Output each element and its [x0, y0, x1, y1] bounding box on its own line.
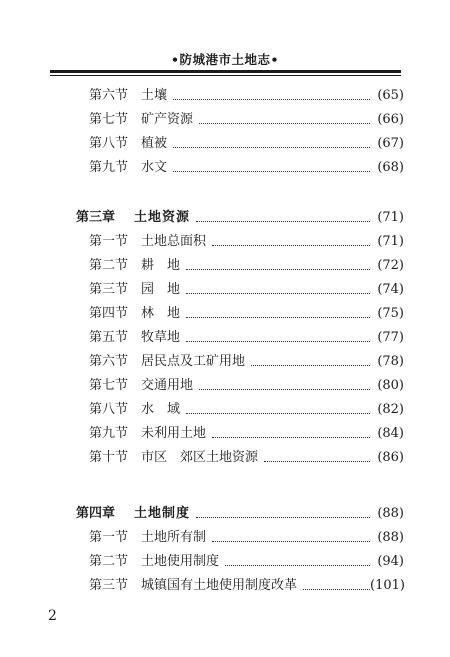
toc-entry-title: 耕 地	[141, 258, 181, 273]
toc-page-number: (66)	[377, 112, 404, 127]
dot-leader	[225, 565, 370, 566]
dot-leader	[196, 221, 370, 222]
toc-entry[interactable]	[0, 280, 450, 300]
toc-section-label: 第九节	[89, 160, 129, 175]
toc-entry[interactable]	[0, 328, 450, 348]
toc-section-label: 第八节	[89, 402, 129, 417]
toc-chapter-title: 土地资源	[134, 210, 191, 225]
toc-entry[interactable]	[0, 256, 450, 276]
toc-chapter-entry[interactable]	[0, 208, 450, 228]
toc-entry-title: 土地使用制度	[141, 554, 220, 569]
toc-page-number: (80)	[377, 378, 404, 393]
toc-entry[interactable]	[0, 304, 450, 324]
toc-page-number: (71)	[377, 234, 404, 249]
toc-page-number: (71)	[377, 210, 404, 225]
toc-entry-title: 未利用土地	[141, 426, 207, 441]
dot-leader	[212, 541, 370, 542]
dot-leader	[186, 269, 370, 270]
toc-section-label: 第五节	[89, 330, 129, 345]
toc-entry-title: 植被	[141, 136, 168, 151]
toc-entry-title: 土地所有制	[141, 530, 207, 545]
dot-leader	[186, 413, 370, 414]
toc-entry[interactable]	[0, 424, 450, 444]
toc-entry[interactable]	[0, 400, 450, 420]
toc-page-number: (94)	[377, 554, 404, 569]
toc-entry-title: 矿产资源	[141, 112, 194, 127]
toc-entry[interactable]	[0, 552, 450, 572]
toc-entry-title: 市区 郊区土地资源	[141, 450, 259, 465]
toc-page-number: (78)	[377, 354, 404, 369]
toc-entry-title: 土壤	[141, 88, 168, 103]
toc-section-label: 第三节	[89, 578, 129, 593]
toc-entry[interactable]	[0, 158, 450, 178]
toc-section-label: 第四节	[89, 306, 129, 321]
toc-section-label: 第二节	[89, 258, 129, 273]
toc-entry[interactable]	[0, 232, 450, 252]
toc-section-label: 第六节	[89, 88, 129, 103]
toc-page-number: (88)	[377, 530, 404, 545]
toc-section-label: 第二节	[89, 554, 129, 569]
dot-leader	[199, 123, 370, 124]
dot-leader	[212, 437, 370, 438]
header-rule-thin	[50, 75, 401, 76]
toc-entry-title: 林 地	[141, 306, 181, 321]
toc-entry-title: 土地总面积	[141, 234, 207, 249]
toc-page-number: (75)	[377, 306, 404, 321]
dot-leader	[199, 389, 370, 390]
toc-entry-title: 居民点及工矿用地	[141, 354, 246, 369]
toc-section-label: 第九节	[89, 426, 129, 441]
dot-leader	[186, 317, 370, 318]
dot-leader	[173, 171, 370, 172]
toc-page-number: (86)	[377, 450, 404, 465]
toc-section-label: 第十节	[89, 450, 129, 465]
toc-section-label: 第一节	[89, 234, 129, 249]
toc-page-number: (101)	[370, 578, 405, 593]
toc-page-number: (67)	[377, 136, 404, 151]
toc-chapter-entry[interactable]	[0, 504, 450, 524]
toc-entry[interactable]	[0, 528, 450, 548]
dot-leader	[196, 517, 370, 518]
toc-section-label: 第七节	[89, 112, 129, 127]
toc-chapter-label: 第四章	[76, 506, 116, 521]
toc-section-label: 第七节	[89, 378, 129, 393]
toc-entry[interactable]	[0, 576, 450, 596]
toc-entry-title: 城镇国有土地使用制度改革	[141, 578, 298, 593]
toc-entry[interactable]	[0, 376, 450, 396]
page-number: 2	[48, 608, 57, 624]
toc-page-number: (68)	[377, 160, 404, 175]
running-header-title: •防城港市土地志•	[171, 52, 279, 67]
dot-leader	[303, 589, 370, 590]
toc-page-number: (88)	[377, 506, 404, 521]
toc-entry[interactable]	[0, 134, 450, 154]
toc-page-number: (72)	[377, 258, 404, 273]
toc-entry[interactable]	[0, 448, 450, 468]
toc-entry-title: 园 地	[141, 282, 181, 297]
toc-entry-title: 水文	[141, 160, 168, 175]
toc-page-number: (65)	[377, 88, 404, 103]
toc-section-label: 第三节	[89, 282, 129, 297]
toc-section-label: 第八节	[89, 136, 129, 151]
toc-page-number: (74)	[377, 282, 404, 297]
toc-entry-title: 交通用地	[141, 378, 194, 393]
dot-leader	[264, 461, 370, 462]
toc-chapter-label: 第三章	[76, 210, 116, 225]
toc-entry[interactable]	[0, 110, 450, 130]
dot-leader	[251, 365, 370, 366]
dot-leader	[173, 147, 370, 148]
toc-section-label: 第一节	[89, 530, 129, 545]
dot-leader	[173, 99, 370, 100]
toc-chapter-title: 土地制度	[134, 506, 191, 521]
dot-leader	[212, 245, 370, 246]
toc-entry-title: 牧草地	[141, 330, 181, 345]
toc-page-number: (77)	[377, 330, 404, 345]
toc-entry[interactable]	[0, 352, 450, 372]
dot-leader	[186, 341, 370, 342]
toc-entry-title: 水 域	[141, 402, 181, 417]
dot-leader	[186, 293, 370, 294]
toc-entry[interactable]	[0, 86, 450, 106]
header-rule-thick	[50, 70, 401, 73]
toc-page-number: (82)	[377, 402, 404, 417]
toc-page-number: (84)	[377, 426, 404, 441]
toc-section-label: 第六节	[89, 354, 129, 369]
